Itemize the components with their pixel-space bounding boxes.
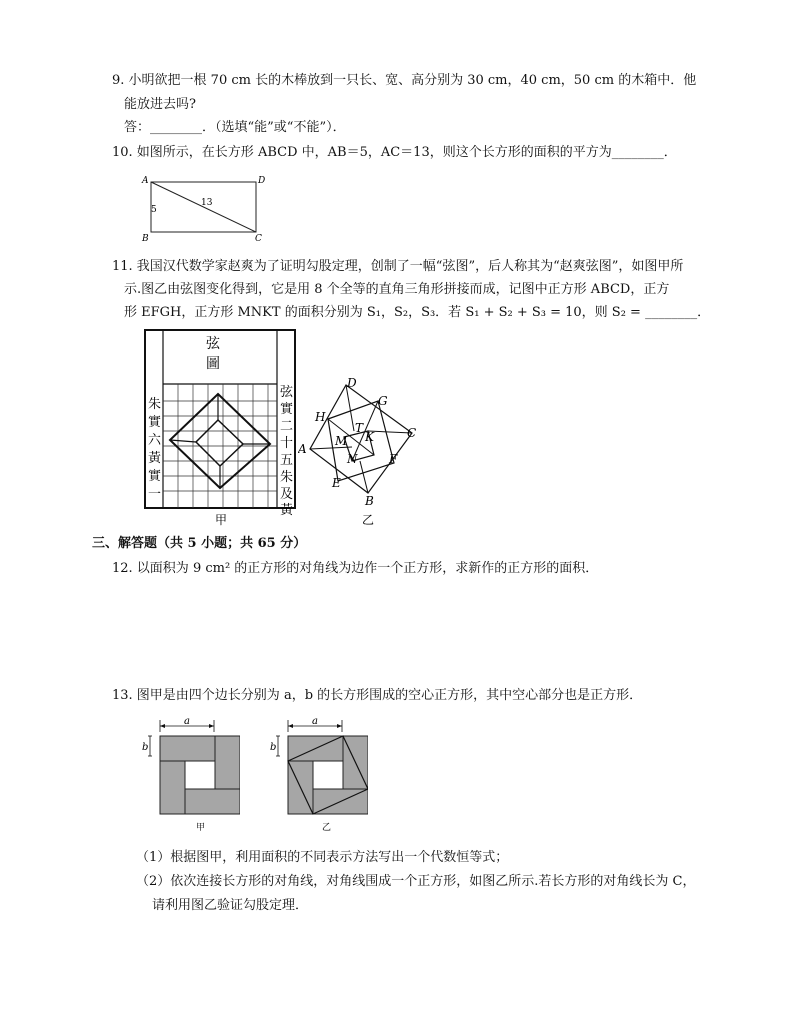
- question-11-text-cont: 示.图乙由弦图变化得到，它是用 8 个全等的直角三角形拼接而成，记图中正方形 ABCD，正方: [124, 282, 670, 297]
- label-b: B: [142, 234, 149, 244]
- svg-text:朱: 朱: [148, 397, 162, 412]
- label-a: a: [184, 716, 190, 727]
- label-b: b: [142, 742, 149, 753]
- label-t: T: [355, 421, 364, 435]
- svg-text:一: 一: [148, 487, 162, 502]
- svg-text:朱: 朱: [280, 470, 294, 485]
- label-a: A: [298, 442, 307, 456]
- question-13-text: 13. 图甲是由四个边长分别为 a，b 的长方形围成的空心正方形，其中空心部分也是正方形．: [112, 688, 643, 703]
- label-a: A: [142, 176, 149, 186]
- hollow-square-figure-yi: [268, 716, 368, 836]
- question-13-part-2-cont: 请利用图乙验证勾股定理．: [152, 898, 309, 913]
- label-d: D: [258, 176, 266, 186]
- figure-caption-yi: 乙: [362, 513, 375, 527]
- figure-caption-jia: 甲: [196, 823, 206, 833]
- left-column-text: [148, 396, 162, 502]
- label-ac-length: 13: [201, 198, 213, 208]
- xian-tu-figure-jia: [140, 328, 305, 526]
- xian-tu-title-1: 弦: [206, 336, 220, 352]
- svg-text:實: 實: [148, 469, 162, 484]
- question-10-text: 10. 如图所示，在长方形 ABCD 中，AB＝5，AC＝13，则这个长方形的面积的平方为________．: [112, 145, 677, 160]
- label-n: N: [347, 452, 358, 466]
- svg-text:黃: 黃: [280, 503, 294, 518]
- label-k: K: [365, 430, 374, 444]
- svg-text:及: 及: [280, 487, 294, 502]
- question-9-answer-blank: 答：________．（选填“能”或“不能”）．: [124, 120, 346, 135]
- label-ab-length: 5: [151, 205, 157, 215]
- figure-caption-yi: 乙: [322, 823, 332, 833]
- rectangle-abcd-figure: [140, 172, 270, 244]
- label-g: G: [378, 394, 388, 408]
- xian-tu-title-2: 圖: [206, 356, 220, 372]
- question-11-text-cont2: 形 EFGH，正方形 MNKT 的面积分别为 S₁，S₂，S₃．若 S₁ + S₂ + S₃ = 10，则 S₂ = ________．: [124, 305, 711, 320]
- label-c: C: [255, 234, 262, 244]
- section-3-heading: 三、解答题（共 5 小题；共 65 分）: [92, 536, 307, 551]
- question-9-text-cont: 能放进去吗?: [124, 97, 196, 112]
- label-b: B: [365, 494, 374, 508]
- question-11-text: 11. 我国汉代数学家赵爽为了证明勾股定理，创制了一幅“弦图”，后人称其为“赵爽弦图”，如图甲所: [112, 259, 684, 274]
- grid-lines: [163, 384, 277, 508]
- label-e: E: [332, 476, 341, 490]
- label-f: F: [389, 452, 398, 466]
- svg-text:黃: 黃: [148, 451, 162, 466]
- label-b: b: [270, 742, 277, 753]
- label-a: a: [312, 716, 318, 727]
- question-9-text: 9. 小明欲把一根 70 cm 长的木棒放到一只长、宽、高分别为 30 cm，40 cm，50 cm 的木箱中．他: [112, 73, 697, 88]
- label-d: D: [347, 376, 357, 390]
- question-12-text: 12. 以面积为 9 cm² 的正方形的对角线为边作一个正方形，求新作的正方形的面积．: [112, 561, 599, 576]
- svg-text:五: 五: [280, 453, 294, 468]
- eight-triangles-figure-yi: [298, 375, 423, 527]
- question-13-part-2: （2）依次连接长方形的对角线，对角线围成一个正方形，如图乙所示.若长方形的对角线长为 C，: [136, 874, 696, 889]
- hollow-square-figure-jia: [140, 716, 240, 836]
- svg-text:弦: 弦: [280, 385, 294, 400]
- svg-text:二: 二: [280, 419, 294, 434]
- figure-caption-jia: 甲: [215, 513, 228, 526]
- label-c: C: [407, 426, 417, 440]
- label-h: H: [315, 410, 326, 424]
- right-column-text: [280, 385, 294, 518]
- svg-text:實: 實: [148, 415, 162, 430]
- question-13-part-1: （1）根据图甲，利用面积的不同表示方法写出一个代数恒等式；: [136, 850, 509, 865]
- label-m: M: [335, 434, 348, 448]
- svg-text:實: 實: [280, 402, 294, 417]
- svg-text:十: 十: [280, 436, 294, 451]
- svg-text:六: 六: [148, 433, 162, 448]
